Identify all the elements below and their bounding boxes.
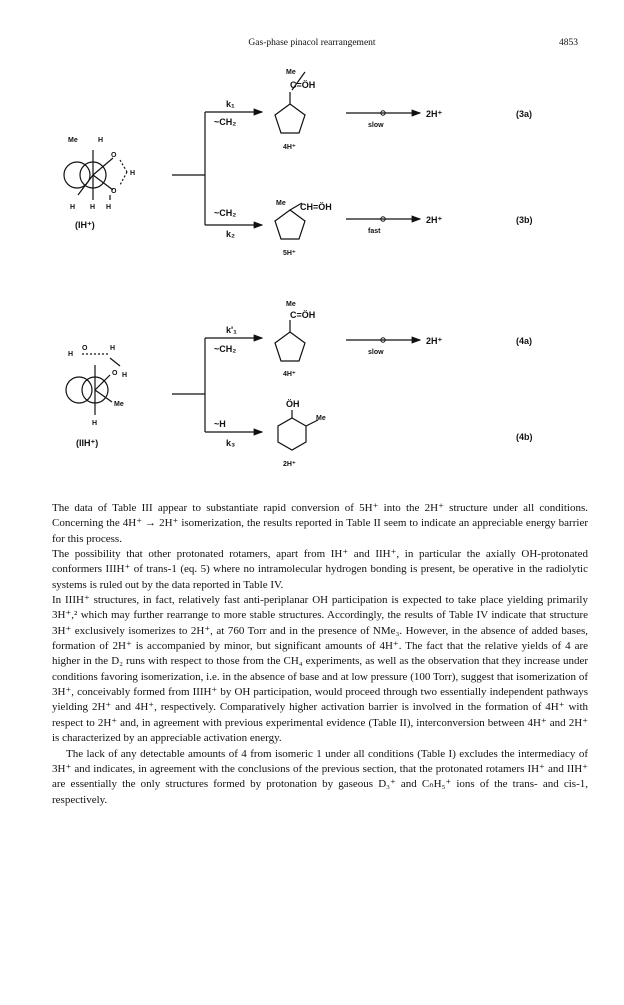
svg-text:O: O — [111, 152, 117, 159]
arrow-label-slow-2: slow — [368, 349, 384, 356]
methyl-label: Me — [286, 69, 296, 76]
product-label-4h-2: 4H⁺ — [283, 371, 296, 378]
arrow-label-slow-1: slow — [368, 122, 384, 129]
svg-text:H: H — [70, 204, 76, 211]
final-2h-3: 2H⁺ — [426, 336, 443, 346]
paragraph-3: In IIIH⁺ structures, in fact, relatively fast anti-periplanar OH participation is expected to take place yielding primarily 3H⁺,² which may further rearrange to more stable structures. Accordingly, the results of Table IV indicate that structure 3H⁺ exclusively isomerizes to 2H⁺, at 760 Torr and in the presence of NMe₃. However, in the absence of added bases, formation of 2H⁺ is accompanied by minor, but significant amounts of 4H⁺. The fact that the relative yields of 4 are higher in the D₂ runs with respect to those from the CH₄ experiments, as well as the observation that they increase under conditions favoring isomerization, i.e. in the absence of base and at low pressure (100 Torr), suggest that isomerization of 3H⁺, conceivably formed from IIIH⁺ by OH participation, would proceed through two essentially independent pathways yielding 2H⁺ and 4H⁺, respectively. Comparatively higher activation barrier is involved in the formation of 4H⁺ with respect to 2H⁺ and, in agreement with previous experimental evidence (Table II), interconversion between 4H⁺ and 2H⁺ is characterized by an appreciable activation energy. — [52, 594, 588, 745]
reactant-2-structure — [66, 354, 120, 415]
paragraph-2: The possibility that other protonated rotamers, apart from IH⁺ and IIH⁺, in particular the axially OH-protonated conformers IIIH⁺ of trans-1 (eq. 5) where no intramolecular hydrogen bonding is present, be operative in the radiolytic systems is ruled out by the data reported in Table IV. — [52, 548, 588, 591]
svg-text:O: O — [112, 370, 118, 377]
eq-3b: (3b) — [516, 215, 533, 225]
svg-text:O: O — [111, 188, 117, 195]
paragraph-1: The data of Table III appear to substantiate rapid conversion of 5H⁺ into the 2H⁺ structure under all conditions. Concerning the 4H⁺ → 2H⁺ isomerization, the results reported in Table II seem to indicate an appreciable energy barrier for this process. — [52, 502, 588, 545]
svg-text:H: H — [106, 204, 112, 211]
rate-k1: k₁ — [226, 99, 235, 109]
reactant-1-label: (IH⁺) — [75, 220, 95, 230]
product-group-5h: CH=ÖH — [300, 202, 332, 212]
product-group-4h: C=ÖH — [290, 80, 316, 90]
rate-k1-prime: k'₁ — [226, 325, 237, 335]
svg-text:H: H — [92, 420, 98, 427]
product-group-4h-2: C=ÖH — [290, 310, 316, 320]
reaction-scheme — [0, 0, 624, 495]
page-number: 4853 — [559, 38, 578, 48]
arrow-label-fast: fast — [368, 228, 381, 235]
reactant-2-label: (IIH⁺) — [76, 438, 99, 448]
product-label-5h: 5H⁺ — [283, 250, 296, 257]
svg-text:H: H — [122, 372, 128, 379]
svg-text:O: O — [82, 345, 88, 352]
migration-lower-2: ~H — [214, 419, 226, 429]
rate-k3: k₃ — [226, 438, 236, 448]
svg-text:H: H — [98, 137, 104, 144]
reactant-1-structure — [64, 150, 127, 200]
svg-text:Me: Me — [68, 137, 78, 144]
migration-upper-2: ~CH₂ — [214, 344, 237, 354]
methyl-label-2: Me — [286, 301, 296, 308]
methyl-label-5h: Me — [276, 200, 286, 207]
svg-text:H: H — [130, 170, 136, 177]
eq-3a: (3a) — [516, 109, 533, 119]
eq-4b: (4b) — [516, 432, 533, 442]
product-label-4h: 4H⁺ — [283, 144, 296, 151]
body-text — [52, 501, 588, 808]
svg-text:Me: Me — [114, 401, 124, 408]
final-2h-2: 2H⁺ — [426, 215, 443, 225]
methyl-label-2h: Me — [316, 415, 326, 422]
product-group-2h: ÖH — [286, 399, 300, 409]
paragraph-4: The lack of any detectable amounts of 4 from isomeric 1 under all conditions (Table I) excludes the intermediacy of 3H⁺ and indicates, in agreement with the conclusions of the previous section, that the protonated rotamers IH⁺ and IIH⁺ are essentially the only structures formed by protonation by gaseous D₃⁺ and CₙH₅⁺ ions of the trans- and cis-1, respectively. — [52, 747, 588, 806]
svg-text:H: H — [90, 204, 96, 211]
eq-4a: (4a) — [516, 336, 533, 346]
svg-text:H: H — [68, 351, 74, 358]
product-label-2h: 2H⁺ — [283, 461, 296, 468]
running-head: Gas-phase pinacol rearrangement — [248, 38, 376, 48]
migration-upper-1: ~CH₂ — [214, 117, 237, 127]
final-2h-1: 2H⁺ — [426, 109, 443, 119]
migration-lower-1: ~CH₂ — [214, 208, 237, 218]
svg-text:H: H — [110, 345, 116, 352]
rate-k2: k₂ — [226, 229, 236, 239]
